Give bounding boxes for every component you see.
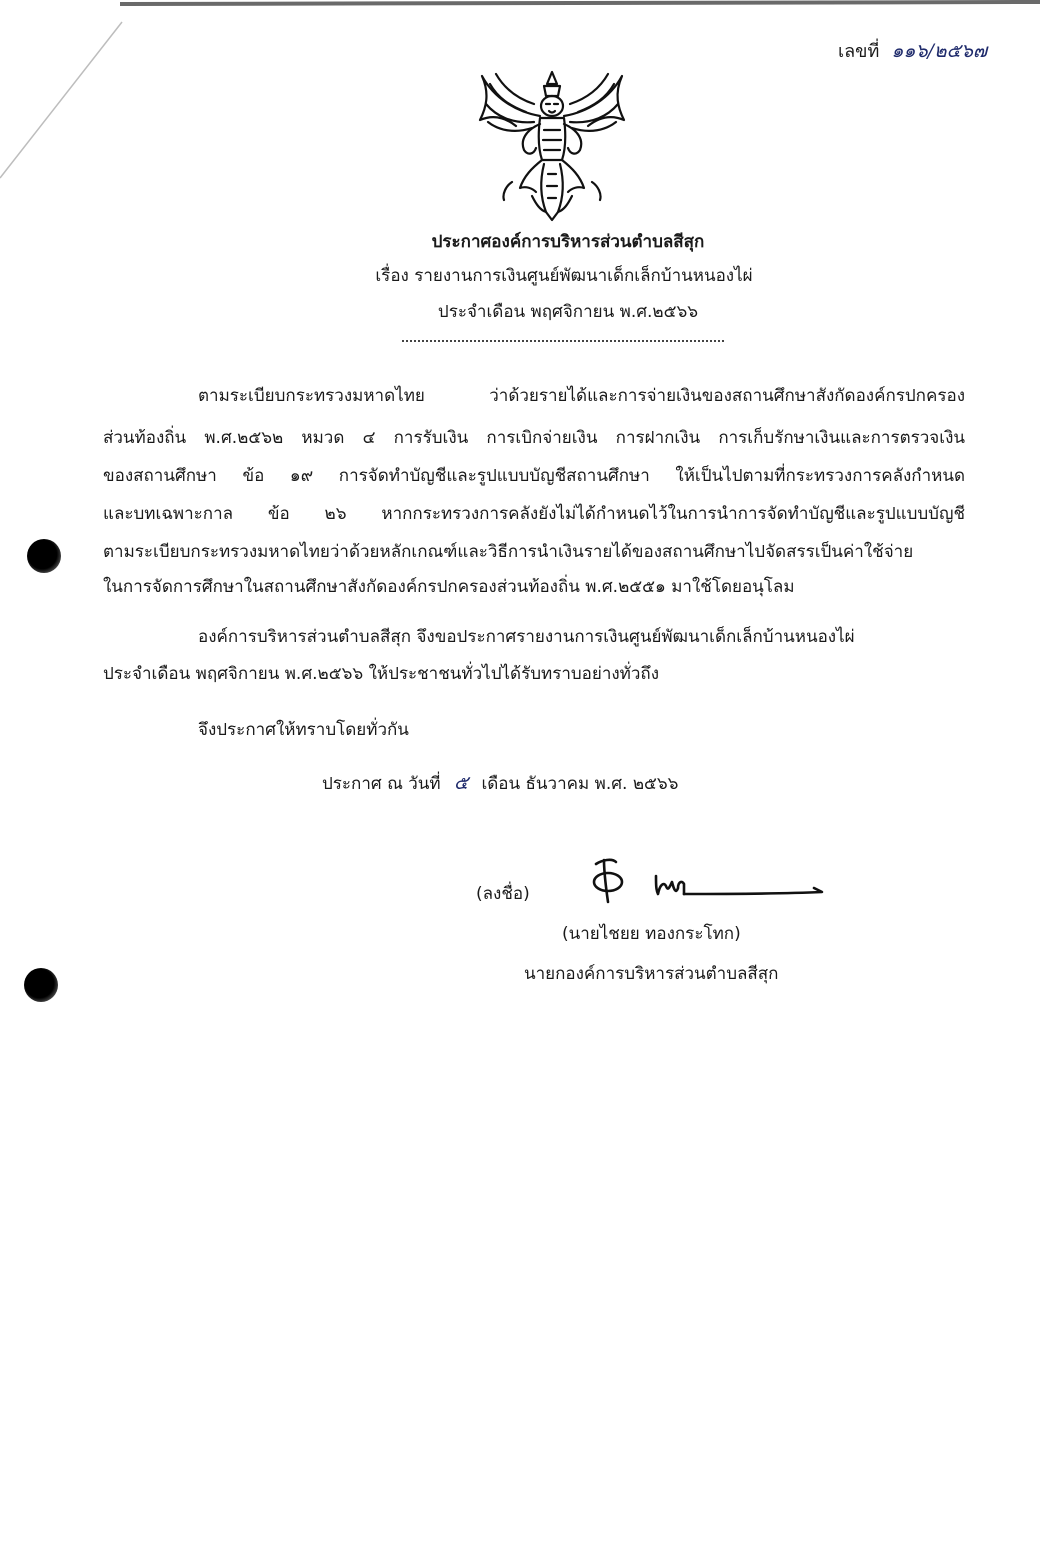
announcement-date (322, 768, 678, 798)
garuda-emblem-icon (476, 64, 628, 222)
closing-statement: จึงประกาศให้ทราบโดยทั่วกัน (198, 720, 409, 740)
signer-position: นายกองค์การบริหารส่วนตำบลสีสุก (524, 964, 779, 984)
handwritten-signature (586, 856, 826, 906)
document-number-value: ๑๑๖/๒๕๖๗ (891, 40, 988, 62)
announcement-title: ประกาศองค์การบริหารส่วนตำบลสีสุก (431, 232, 705, 252)
announcement-subject: เรื่อง รายงานการเงินศูนย์พัฒนาเด็กเล็กบ้านหนองไผ่ (375, 266, 753, 286)
paragraph-line: ประจำเดือน พฤศจิกายน พ.ศ.๒๕๖๖ ให้ประชาชนทั่วไปได้รับทราบอย่างทั่วถึง (103, 664, 660, 684)
punch-hole-icon (24, 968, 58, 1002)
document-number-label: เลขที่ (838, 41, 880, 62)
signer-name: (นายไชยย ทองกระโทก) (562, 924, 741, 944)
date-day: ๕ (453, 772, 469, 794)
paragraph-line: และบทเฉพาะกาล ข้อ ๒๖ หากกระทรวงการคลังยังไม่ได้กำหนดไว้ในการนำการจัดทำบัญชีและรูปแบบบัญชี (103, 504, 965, 524)
paragraph-line: ของสถานศึกษา ข้อ ๑๙ การจัดทำบัญชีและรูปแบบบัญชีสถานศึกษา ให้เป็นไปตามที่กระทรวงการคลังกำหนด (103, 466, 965, 486)
date-suffix: เดือน ธันวาคม พ.ศ. ๒๕๖๖ (481, 774, 679, 794)
announcement-month: ประจำเดือน พฤศจิกายน พ.ศ.๒๕๖๖ (437, 302, 699, 322)
paragraph-line: ส่วนท้องถิ่น พ.ศ.๒๕๖๒ หมวด ๔ การรับเงิน การเบิกจ่ายเงิน การฝากเงิน การเก็บรักษาเงินและการตรวจเงิน (103, 428, 965, 448)
document-number (838, 36, 987, 66)
paragraph-line: ตามระเบียบกระทรวงมหาดไทย ว่าด้วยรายได้และการจ่ายเงินของสถานศึกษาสังกัดองค์กรปกครอง (198, 386, 965, 406)
punch-hole-icon (27, 539, 61, 573)
date-prefix: ประกาศ ณ วันที่ (322, 774, 441, 794)
paragraph-line: ตามระเบียบกระทรวงมหาดไทยว่าด้วยหลักเกณฑ์และวิธีการนำเงินรายได้ของสถานศึกษาไปจัดสรรเป็นค่าใช้จ่าย (103, 542, 914, 562)
signature-label: (ลงชื่อ) (476, 884, 530, 904)
title-divider (402, 340, 724, 342)
paragraph-line: องค์การบริหารส่วนตำบลสีสุก จึงขอประกาศรายงานการเงินศูนย์พัฒนาเด็กเล็กบ้านหนองไผ่ (198, 627, 855, 647)
paragraph-line: ในการจัดการศึกษาในสถานศึกษาสังกัดองค์กรปกครองส่วนท้องถิ่น พ.ศ.๒๕๕๑ มาใช้โดยอนุโลม (103, 577, 795, 597)
